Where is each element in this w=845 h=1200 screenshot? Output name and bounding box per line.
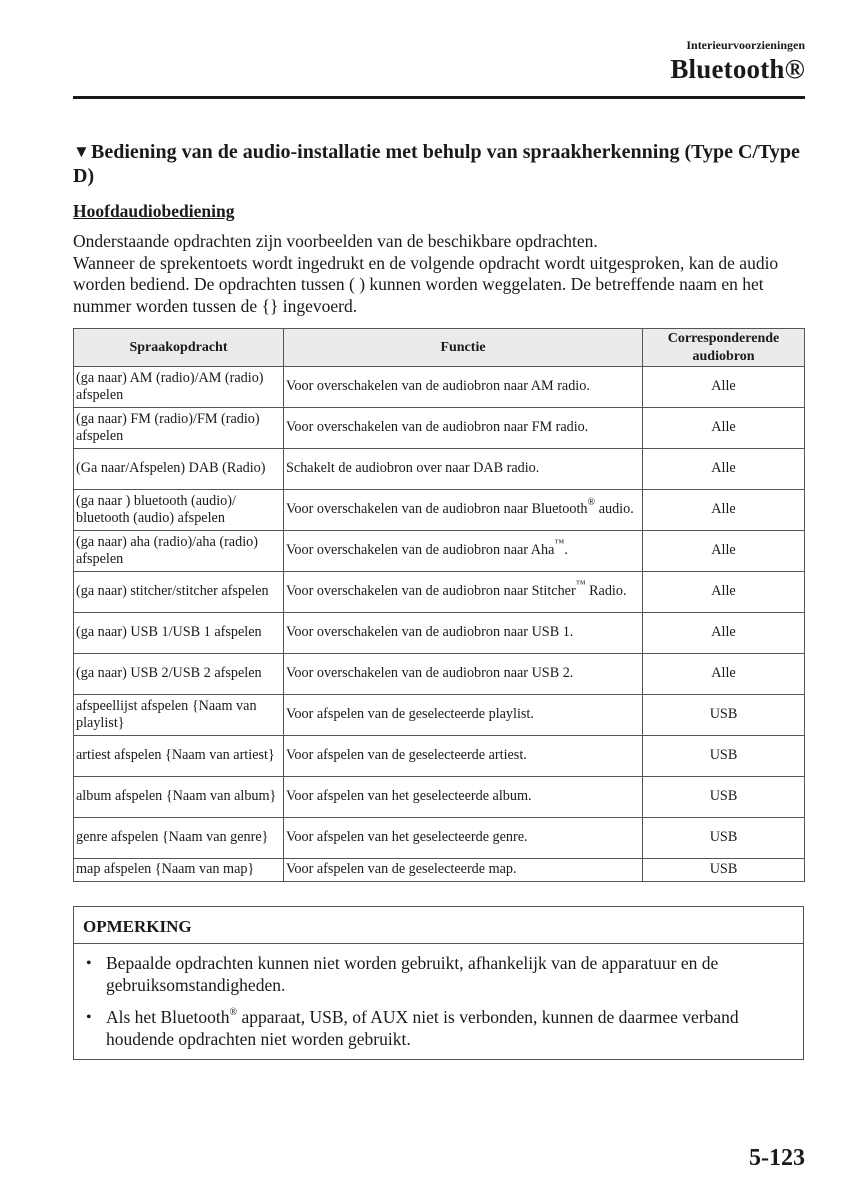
command-cell: (ga naar) FM (radio)/FM (radio) afspelen [74,408,284,449]
audio-source-cell: Alle [643,408,805,449]
function-text: Voor afspelen van de geselecteerde playlist. [286,706,534,723]
function-cell [284,449,643,490]
function-cell [284,572,643,613]
function-text: Schakelt de audiobron over naar DAB radio. [286,460,540,477]
note-list [74,944,803,1050]
function-text-tail: . [564,542,568,559]
function-text: Voor overschakelen van de audiobron naar Bluetooth [286,501,588,518]
command-cell: genre afspelen {Naam van genre} [74,818,284,859]
function-cell [284,695,643,736]
command-cell: album afspelen {Naam van album} [74,777,284,818]
command-cell: (ga naar) AM (radio)/AM (radio) afspelen [74,367,284,408]
chapter-title: Bluetooth® [670,54,805,84]
audio-source-cell: Alle [643,613,805,654]
function-text-tail: audio. [595,501,634,518]
command-cell: map afspelen {Naam van map} [74,859,284,882]
function-text-tail: Radio. [585,583,627,600]
column-header-function: Functie [284,329,643,367]
subheading: Hoofdaudiobediening [73,201,235,221]
function-text: Voor overschakelen van de audiobron naar Aha [286,542,555,559]
audio-source-cell: Alle [643,449,805,490]
note-box [73,906,804,1060]
table-row [74,736,805,777]
function-cell [284,367,643,408]
section-label: Interieurvoorzieningen [686,38,805,52]
table-row [74,490,805,531]
function-text: Voor afspelen van het geselecteerde genre. [286,829,528,846]
audio-source-cell: USB [643,736,805,777]
audio-source-cell: USB [643,818,805,859]
table-row [74,613,805,654]
audio-source-cell: Alle [643,654,805,695]
audio-source-cell: USB [643,777,805,818]
note-title: OPMERKING [74,907,803,944]
note-item-text: Als het Bluetooth [106,1007,230,1027]
table-row [74,367,805,408]
function-text: Voor overschakelen van de audiobron naar USB 1. [286,624,574,641]
audio-source-cell: USB [643,695,805,736]
command-cell: afspeellijst afspelen {Naam van playlist} [74,695,284,736]
function-text: Voor afspelen van het geselecteerde album. [286,788,532,805]
table-body [74,367,805,882]
command-cell: (ga naar) USB 2/USB 2 afspelen [74,654,284,695]
audio-source-cell: USB [643,859,805,882]
function-cell [284,859,643,882]
page-number: 5-123 [749,1145,805,1171]
table-row [74,531,805,572]
trademark-mark: ® [587,497,596,509]
function-cell [284,408,643,449]
note-item [86,1007,791,1050]
table-row [74,408,805,449]
table-row [74,449,805,490]
section-heading [73,140,813,188]
registered-mark: ® [229,1007,238,1018]
column-header-command: Spraakopdracht [74,329,284,367]
command-cell: (Ga naar/Afspelen) DAB (Radio) [74,449,284,490]
function-text: Voor overschakelen van de audiobron naar FM radio. [286,419,589,436]
function-text: Voor afspelen van de geselecteerde artiest. [286,747,527,764]
note-item-text-tail: apparaat, USB, of AUX niet is verbonden, kunnen de daarmee verband houdende opdrachten niet worden gebruikt. [106,1007,739,1049]
function-cell [284,613,643,654]
header-rule [73,96,805,99]
table-header-row [74,329,805,367]
function-cell [284,490,643,531]
trademark-mark: ™ [575,579,586,591]
function-cell [284,777,643,818]
audio-source-cell: Alle [643,531,805,572]
trademark-mark: ™ [554,538,565,550]
audio-source-cell: Alle [643,490,805,531]
function-cell [284,818,643,859]
column-header-source: Corresponderende audiobron [643,329,805,367]
table-row [74,859,805,882]
function-cell [284,736,643,777]
function-cell [284,531,643,572]
heading-title: Bediening van de audio-installatie met behulp van spraakherkenning (Type C/Type D) [73,141,800,187]
triangle-down-icon: ▼ [73,142,90,161]
command-cell: (ga naar) USB 1/USB 1 afspelen [74,613,284,654]
intro-line-2: Wanneer de sprekentoets wordt ingedrukt en de volgende opdracht wordt uitgesproken, kan de audio worden bediend. De opdrachten tussen ( ) kunnen worden weggelaten. De betreffende naam en het nummer worden tussen de {} ingevoerd. [73,252,779,316]
bullet-icon: • [86,955,92,972]
table-row [74,695,805,736]
bullet-icon: • [86,1009,92,1026]
function-text: Voor overschakelen van de audiobron naar AM radio. [286,378,590,395]
audio-source-cell: Alle [643,572,805,613]
command-cell: artiest afspelen {Naam van artiest} [74,736,284,777]
intro-line-1: Onderstaande opdrachten zijn voorbeelden van de beschikbare opdrachten. [73,231,598,251]
command-cell: (ga naar ) bluetooth (audio)/ bluetooth (audio) afspelen [74,490,284,531]
function-text: Voor overschakelen van de audiobron naar USB 2. [286,665,574,682]
function-text: Voor afspelen van de geselecteerde map. [286,861,517,878]
note-item-text: Bepaalde opdrachten kunnen niet worden gebruikt, afhankelijk van de apparatuur en de gebruiksomstandigheden. [106,953,719,995]
table-row [74,572,805,613]
command-cell: (ga naar) aha (radio)/aha (radio) afspelen [74,531,284,572]
voice-command-table [73,328,805,882]
function-text: Voor overschakelen van de audiobron naar Stitcher [286,583,576,600]
command-cell: (ga naar) stitcher/stitcher afspelen [74,572,284,613]
function-cell [284,654,643,695]
intro-text [73,231,808,317]
audio-source-cell: Alle [643,367,805,408]
table-row [74,818,805,859]
note-item [86,953,791,996]
table-row [74,777,805,818]
table-row [74,654,805,695]
